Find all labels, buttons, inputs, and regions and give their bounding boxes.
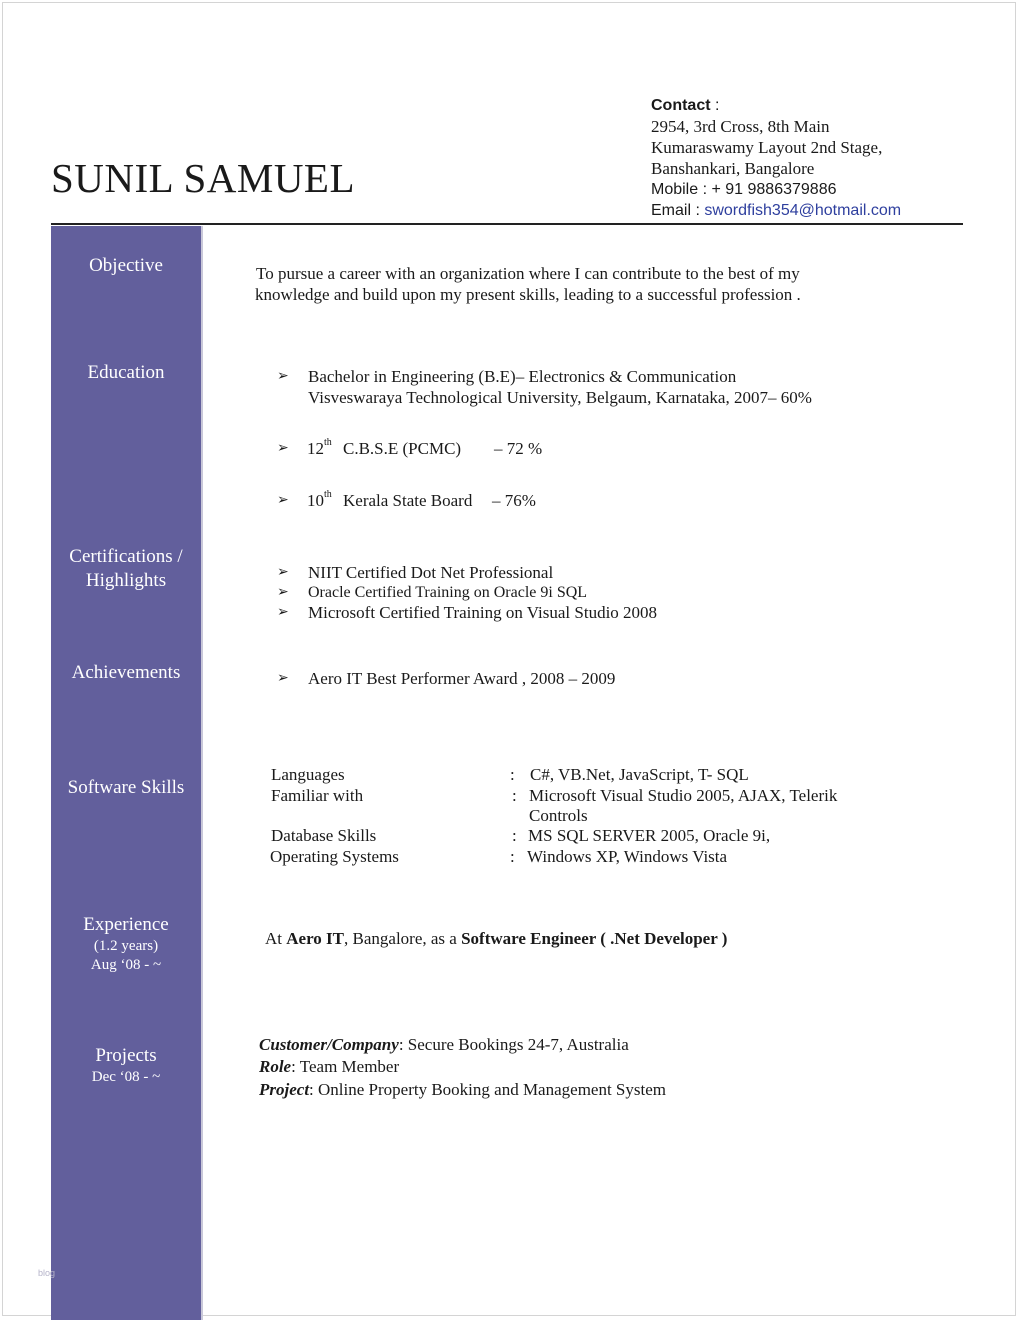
- address-line-1: 2954, 3rd Cross, 8th Main: [651, 117, 830, 136]
- blog-watermark: blog: [38, 1268, 56, 1278]
- sidebar-certifications: [51, 545, 201, 593]
- skills-colon: :: [510, 765, 515, 784]
- project-name-value: : Online Property Booking and Management System: [309, 1080, 666, 1099]
- education-10th-grade: [307, 490, 332, 511]
- bullet-icon: ➢: [277, 564, 289, 580]
- sidebar-projects-since: Dec ‘08 - ~: [91, 1069, 161, 1085]
- certification-item: Microsoft Certified Training on Visual Studio 2008: [308, 603, 658, 622]
- education-12th-number: 12: [307, 439, 324, 458]
- project-customer-value: : Secure Bookings 24-7, Australia: [398, 1035, 629, 1054]
- education-12th-score: – 72 %: [494, 439, 543, 458]
- bullet-icon: ➢: [277, 604, 289, 620]
- education-be-line-2: Visveswaraya Technological University, Belgaum, Karnataka, 2007– 60%: [308, 388, 812, 407]
- education-12th-suffix: th: [324, 437, 332, 448]
- email-row: [651, 200, 901, 221]
- skills-languages-label: Languages: [271, 765, 345, 784]
- certification-item: Oracle Certified Training on Oracle 9i SQL: [308, 584, 588, 601]
- education-10th-board: Kerala State Board: [343, 491, 473, 510]
- contact-block: [651, 95, 901, 221]
- sidebar-software-skills: Software Skills: [67, 777, 185, 798]
- header-rule: [51, 223, 963, 225]
- experience-role: Software Engineer ( .Net Developer ): [461, 929, 728, 948]
- email-link[interactable]: swordfish354@hotmail.com: [704, 202, 902, 219]
- address-line-2: Kumaraswamy Layout 2nd Stage,: [651, 138, 883, 157]
- email-label: Email :: [651, 202, 705, 219]
- education-10th-number: 10: [307, 491, 324, 510]
- sidebar-experience-title: Experience: [83, 914, 169, 935]
- project-role-label: Role: [259, 1057, 292, 1076]
- project-customer-row: [259, 1034, 629, 1055]
- objective-line-1: To pursue a career with an organization where I can contribute to the best of my: [256, 264, 800, 283]
- project-role-row: [259, 1056, 399, 1077]
- objective-line-2: knowledge and build upon my present skills, leading to a successful profession .: [255, 285, 801, 304]
- education-be-line-1: Bachelor in Engineering (B.E)– Electronics & Communication: [308, 367, 737, 386]
- project-role-value: : Team Member: [291, 1057, 400, 1076]
- experience-prefix: At: [265, 929, 287, 948]
- sidebar-projects-title: Projects: [95, 1045, 157, 1066]
- sidebar-experience-since: Aug ‘08 - ~: [90, 957, 162, 973]
- education-10th-score: – 76%: [492, 491, 536, 510]
- bullet-icon: ➢: [277, 368, 289, 384]
- experience-middle: , Bangalore, as a: [344, 929, 462, 948]
- skills-familiar-label: Familiar with: [271, 786, 364, 805]
- certification-item: NIIT Certified Dot Net Professional: [308, 563, 554, 582]
- skills-colon: :: [512, 826, 517, 845]
- bullet-icon: ➢: [277, 440, 289, 456]
- sidebar: [51, 226, 201, 1320]
- bullet-icon: ➢: [277, 584, 289, 600]
- sidebar-certifications-line1: Certifications /: [69, 546, 183, 567]
- sidebar-experience: [51, 913, 201, 975]
- sidebar-shadow: [201, 226, 203, 1320]
- education-12th-grade: [307, 438, 332, 459]
- skills-os-value: Windows XP, Windows Vista: [527, 847, 728, 866]
- sidebar-objective: Objective: [89, 255, 163, 276]
- project-name-label: Project: [259, 1080, 310, 1099]
- bullet-icon: ➢: [277, 492, 289, 508]
- achievement-item: Aero IT Best Performer Award , 2008 – 2009: [308, 669, 616, 688]
- skills-database-value: MS SQL SERVER 2005, Oracle 9i,: [528, 826, 771, 845]
- mobile-row: [651, 179, 901, 200]
- skills-colon: :: [510, 847, 515, 866]
- skills-languages-value: C#, VB.Net, JavaScript, T- SQL: [530, 765, 749, 784]
- sidebar-education: Education: [87, 362, 165, 383]
- contact-heading: [651, 95, 901, 116]
- sidebar-achievements: Achievements: [71, 662, 181, 683]
- education-10th-suffix: th: [324, 489, 332, 500]
- skills-colon: :: [512, 786, 517, 805]
- skills-database-label: Database Skills: [271, 826, 377, 845]
- project-customer-label: Customer/Company: [259, 1035, 399, 1054]
- sidebar-projects: [51, 1044, 201, 1087]
- project-name-row: [259, 1079, 666, 1100]
- skills-familiar-value-line-1: Microsoft Visual Studio 2005, AJAX, Telerik: [529, 786, 838, 805]
- skills-os-label: Operating Systems: [270, 847, 399, 866]
- mobile-label: Mobile :: [651, 181, 712, 198]
- skills-familiar-value-line-2: Controls: [529, 806, 588, 825]
- bullet-icon: ➢: [277, 670, 289, 686]
- contact-label-suffix: :: [710, 97, 720, 114]
- address-line-3: Banshankari, Bangalore: [651, 159, 815, 178]
- education-12th-board: C.B.S.E (PCMC): [343, 439, 462, 458]
- sidebar-certifications-line2: Highlights: [85, 570, 167, 591]
- contact-label: Contact: [651, 97, 711, 114]
- candidate-name: SUNIL SAMUEL: [51, 155, 356, 201]
- experience-company: Aero IT: [286, 929, 345, 948]
- mobile-number: + 91 9886379886: [711, 181, 837, 198]
- experience-line: [265, 928, 727, 949]
- sidebar-experience-years: (1.2 years): [93, 938, 159, 954]
